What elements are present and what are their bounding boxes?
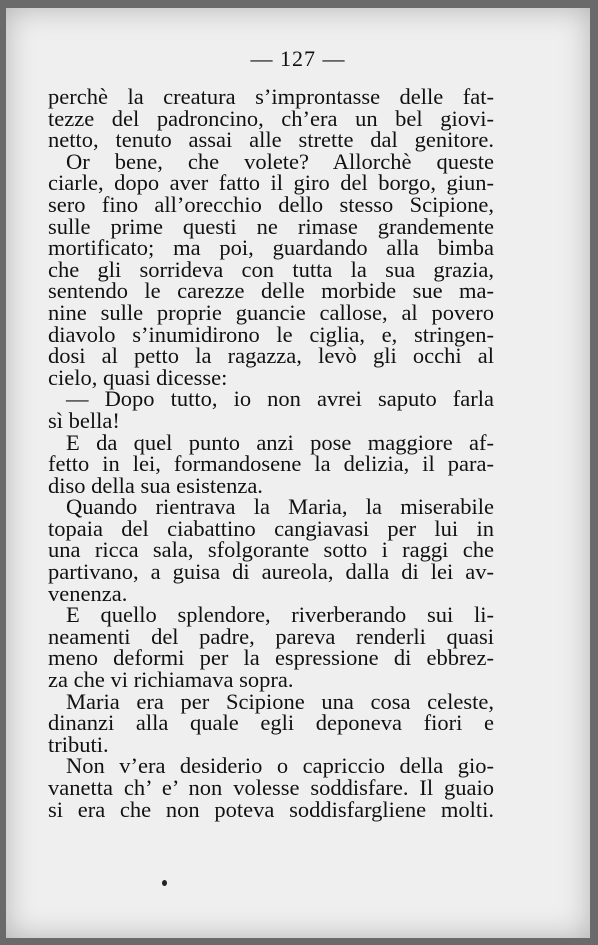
text-line: netto, tenuto assai alle strette dal genitore. xyxy=(48,127,494,153)
ink-speck-decoration xyxy=(162,880,167,886)
text-line: E da quel punto anzi pose maggiore af- xyxy=(66,429,494,455)
text-line: vanetta ch’ e’ non volesse soddisfare. Il guaio xyxy=(48,775,494,800)
book-page xyxy=(6,8,590,938)
text-line: tributi. xyxy=(48,731,109,757)
text-line: tezze del padroncino, ch’era un bel giovi- xyxy=(48,105,494,131)
text-line: sero fino all’orecchio dello stesso Scipione, xyxy=(48,191,494,217)
text-line: venenza. xyxy=(48,580,128,606)
text-line: nine sulle proprie guancie callose, al povero xyxy=(48,299,494,325)
text-line: Non v’era desiderio o capriccio della gio- xyxy=(66,753,494,779)
text-line: partivano, a guisa di aureola, dalla di lei av- xyxy=(48,559,494,585)
text-line: Quando rientrava la Maria, la miserabile xyxy=(66,494,494,520)
text-line: perchè la creatura s’improntasse delle fat- xyxy=(48,84,494,109)
text-line: sì bella! xyxy=(48,407,120,433)
text-line: meno deformi per la espressione di ebbrez- xyxy=(48,645,494,671)
text-line: E quello splendore, riverberando sui li- xyxy=(66,602,494,628)
text-line: topaia del ciabattino cangiavasi per lui in xyxy=(48,515,494,541)
text-line: una ricca sala, sfolgorante sotto i raggi che xyxy=(48,537,494,563)
text-line: sulle prime questi ne rimase grandemente xyxy=(48,213,494,239)
text-line: che gli sorrideva con tutta la sua grazia, xyxy=(48,256,494,282)
text-line: si era che non poteva soddisfargliene molti. xyxy=(48,796,494,822)
page-number: — 127 — xyxy=(250,46,346,71)
text-line: cielo, quasi dicesse: xyxy=(48,364,228,390)
text-line: mortificato; ma poi, guardando alla bimba xyxy=(48,235,494,261)
text-line: diavolo s’inumidirono le ciglia, e, stringen- xyxy=(48,321,494,347)
text-line: fetto in lei, formandosene la delizia, il para- xyxy=(48,451,494,477)
text-line: dosi al petto la ragazza, levò gli occhi al xyxy=(48,343,494,369)
body-text xyxy=(48,86,494,820)
text-line: neamenti del padre, pareva renderli quasi xyxy=(48,623,494,649)
text-line: diso della sua esistenza. xyxy=(48,472,263,498)
text-line: dinanzi alla quale egli deponeva fiori e xyxy=(48,710,494,736)
text-line: Or bene, che volete? Allorchè queste xyxy=(66,148,494,174)
text-line: — Dopo tutto, io non avrei saputo farla xyxy=(66,386,494,412)
text-line: Maria era per Scipione una cosa celeste, xyxy=(66,688,494,714)
text-line: za che vi richiamava sopra. xyxy=(48,667,294,693)
text-line: ciarle, dopo aver fatto il giro del borgo, giun- xyxy=(48,170,494,196)
text-line: sentendo le carezze delle morbide sue ma- xyxy=(48,278,494,304)
